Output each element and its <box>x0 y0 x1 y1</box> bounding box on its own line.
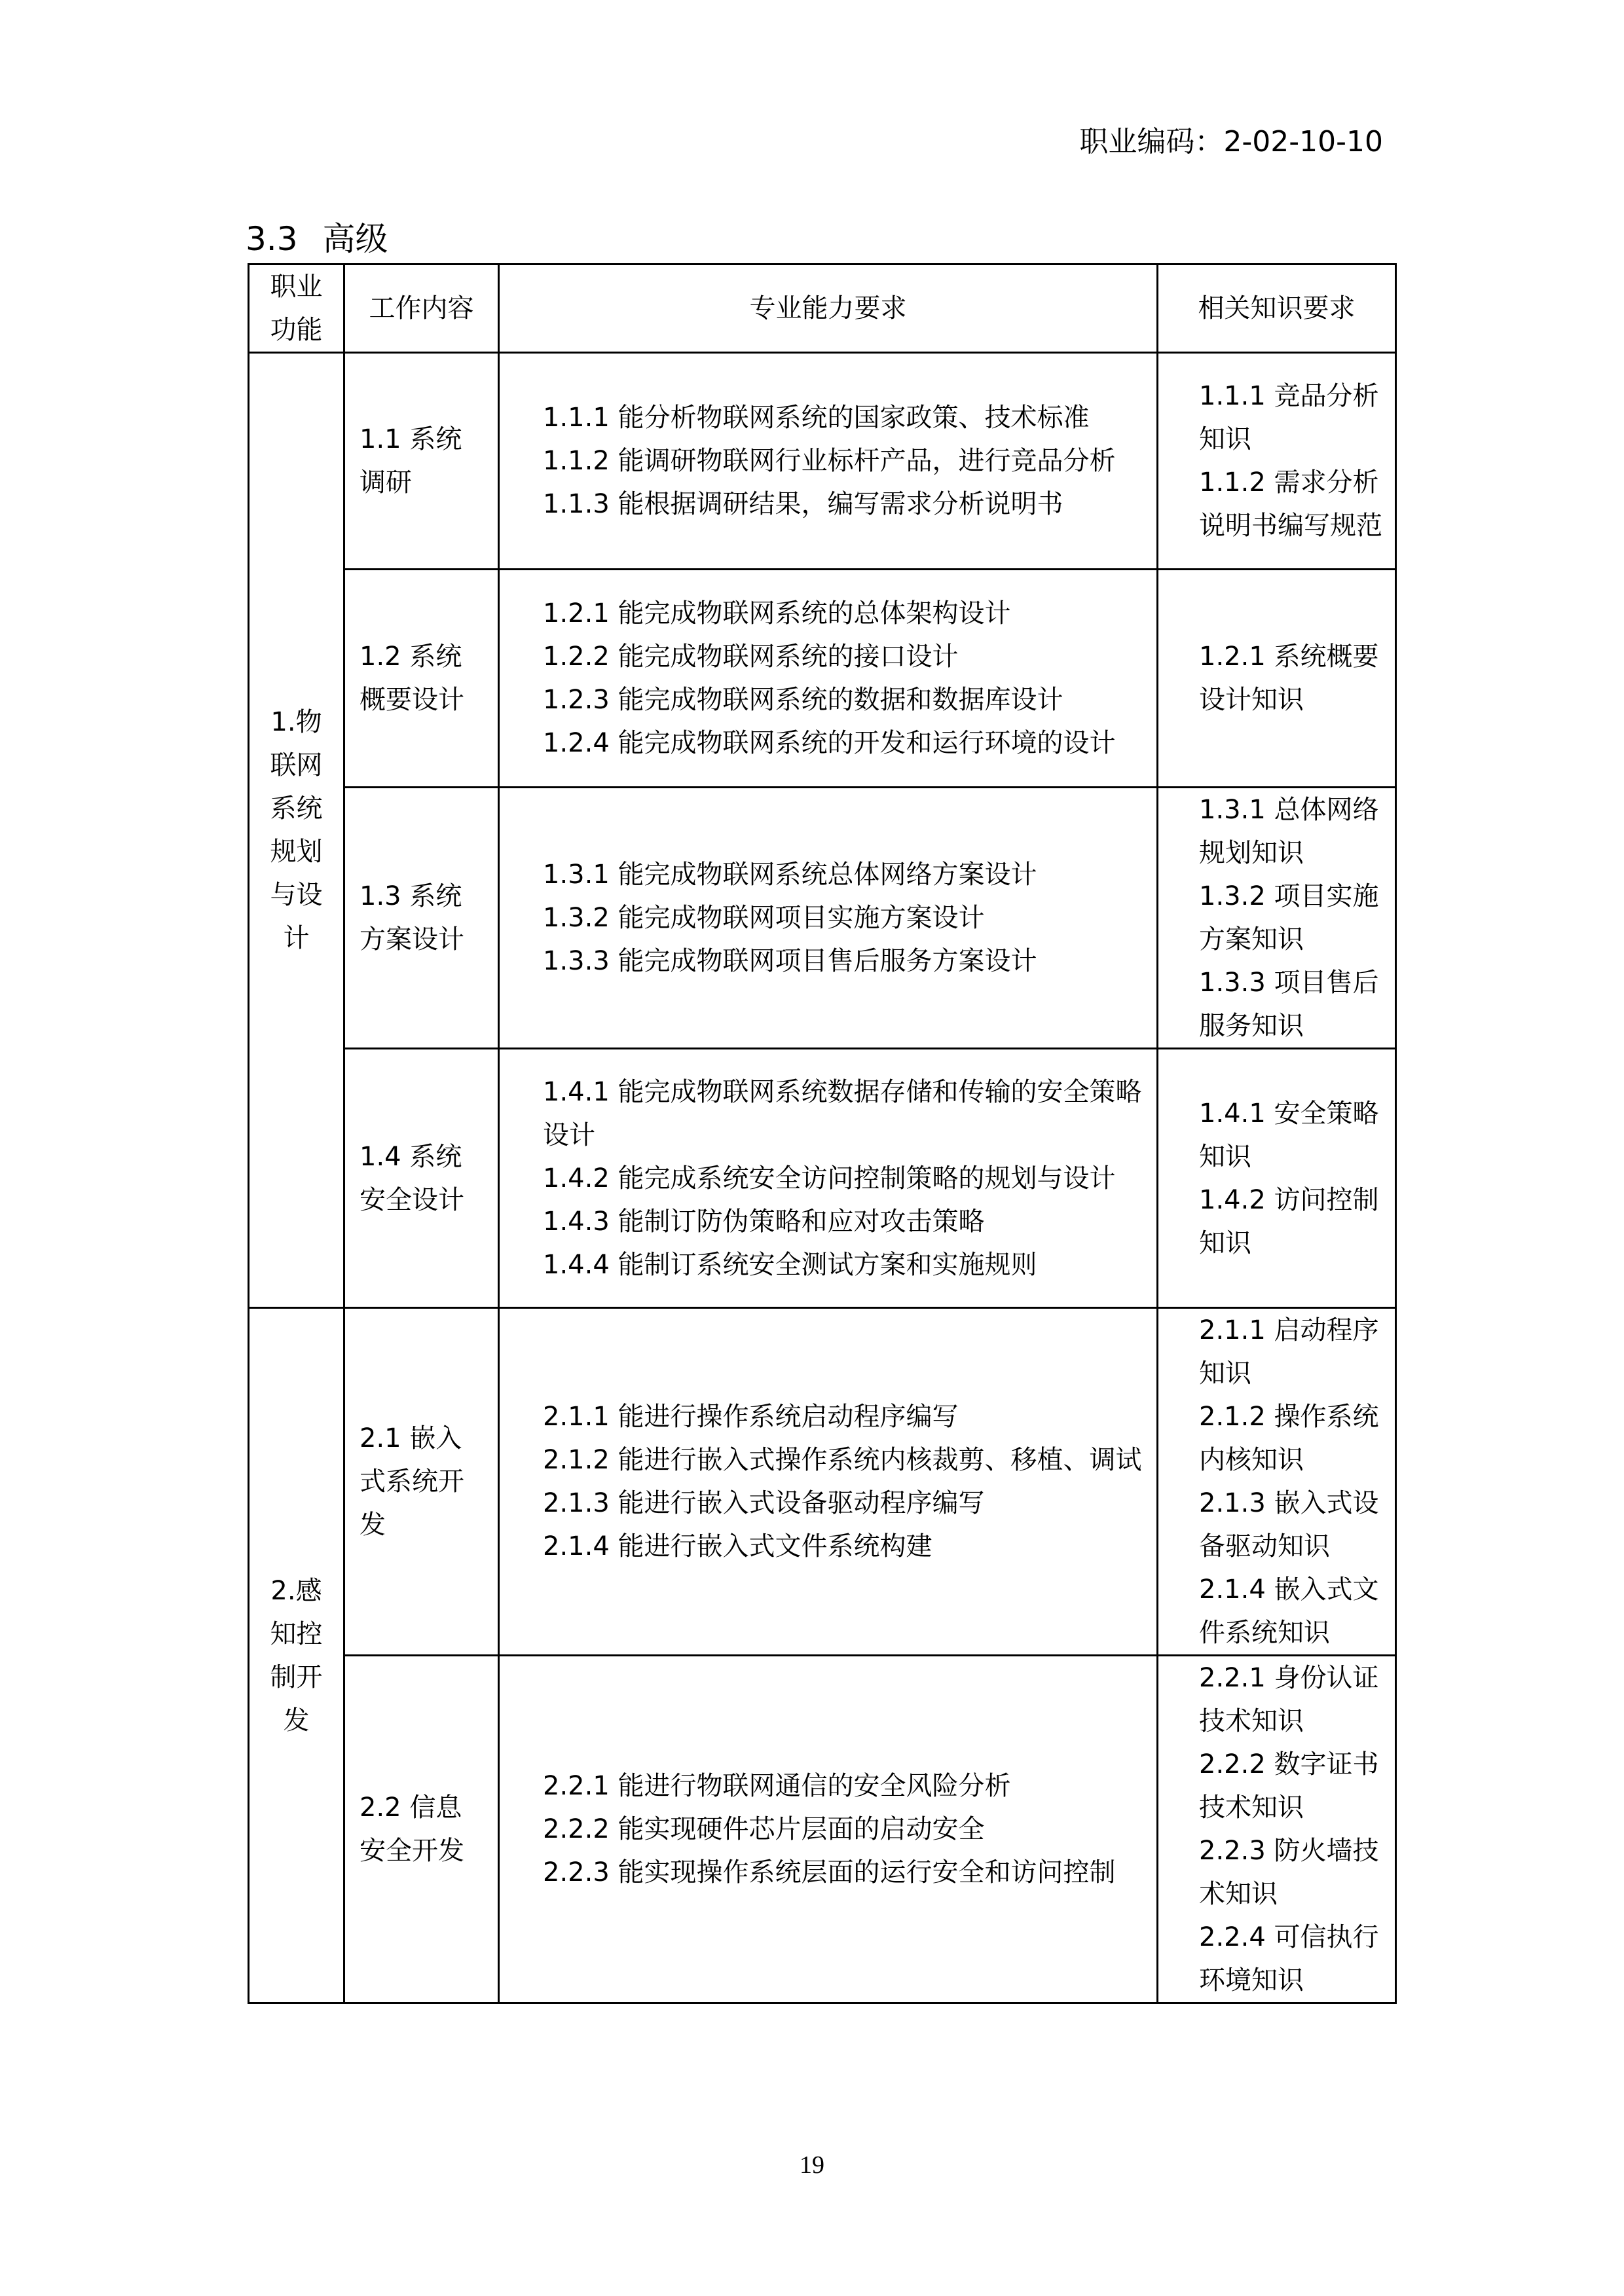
section-heading <box>246 213 388 260</box>
knowledge-cell <box>1158 1049 1396 1308</box>
ability-item: 1.3.3 能完成物联网项目售后服务方案设计 <box>543 946 1037 976</box>
knowledge-cell <box>1158 570 1396 788</box>
ability-item: 1.2.4 能完成物联网系统的开发和运行环境的设计 <box>543 728 1116 758</box>
function-cell: 1.物联网系统规划与设计 <box>249 353 344 1308</box>
knowledge-cell <box>1158 1308 1396 1656</box>
work-cell: 2.2 信息安全开发 <box>344 1656 499 2003</box>
ability-item: 1.4.3 能制订防伪策略和应对攻击策略 <box>543 1206 985 1237</box>
table-row <box>249 1656 1396 2003</box>
ability-item: 1.3.1 能完成物联网系统总体网络方案设计 <box>543 860 1037 890</box>
knowledge-cell <box>1158 788 1396 1049</box>
header-work: 工作内容 <box>344 264 499 353</box>
ability-item: 1.1.2 能调研物联网行业标杆产品，进行竞品分析 <box>543 446 1116 476</box>
ability-cell <box>499 570 1158 788</box>
knowledge-item: 2.2.3 防火墙技术知识 <box>1199 1836 1379 1909</box>
knowledge-item: 1.1.1 竞品分析知识 <box>1199 381 1379 454</box>
table-row <box>249 1308 1396 1656</box>
work-cell: 1.3 系统方案设计 <box>344 788 499 1049</box>
knowledge-item: 2.1.1 启动程序知识 <box>1199 1315 1379 1389</box>
ability-item: 1.4.1 能完成物联网系统数据存储和传输的安全策略设计 <box>543 1076 1142 1150</box>
table-row <box>249 570 1396 788</box>
table-row <box>249 353 1396 570</box>
knowledge-item: 2.2.4 可信执行环境知识 <box>1199 1922 1379 1995</box>
ability-item: 2.1.4 能进行嵌入式文件系统构建 <box>543 1531 932 1561</box>
knowledge-cell <box>1158 1656 1396 2003</box>
work-cell: 1.4 系统安全设计 <box>344 1049 499 1308</box>
header-function: 职业功能 <box>249 264 344 353</box>
ability-item: 1.2.2 能完成物联网系统的接口设计 <box>543 642 959 672</box>
table-row <box>249 788 1396 1049</box>
knowledge-cell <box>1158 353 1396 570</box>
ability-item: 1.4.4 能制订系统安全测试方案和实施规则 <box>543 1249 1037 1280</box>
knowledge-item: 1.2.1 系统概要设计知识 <box>1199 642 1379 715</box>
knowledge-item: 1.3.1 总体网络规划知识 <box>1199 795 1379 868</box>
ability-item: 1.4.2 能完成系统安全访问控制策略的规划与设计 <box>543 1163 1116 1194</box>
knowledge-item: 1.4.1 安全策略知识 <box>1199 1098 1379 1172</box>
knowledge-item: 1.4.2 访问控制知识 <box>1199 1184 1379 1258</box>
ability-item: 1.2.1 能完成物联网系统的总体架构设计 <box>543 598 1011 629</box>
ability-cell <box>499 1049 1158 1308</box>
ability-cell <box>499 353 1158 570</box>
ability-item: 1.2.3 能完成物联网系统的数据和数据库设计 <box>543 685 1063 715</box>
table-header-row <box>249 264 1396 353</box>
ability-cell <box>499 788 1158 1049</box>
ability-item: 1.3.2 能完成物联网项目实施方案设计 <box>543 903 985 933</box>
knowledge-item: 2.2.2 数字证书技术知识 <box>1199 1749 1379 1823</box>
ability-item: 2.2.2 能实现硬件芯片层面的启动安全 <box>543 1814 985 1844</box>
table-row <box>249 1049 1396 1308</box>
ability-cell <box>499 1656 1158 2003</box>
knowledge-item: 2.2.1 身份认证技术知识 <box>1199 1663 1379 1736</box>
ability-item: 1.1.3 能根据调研结果，编写需求分析说明书 <box>543 489 1063 519</box>
ability-item: 2.1.2 能进行嵌入式操作系统内核裁剪、移植、调试 <box>543 1445 1142 1475</box>
ability-item: 2.1.3 能进行嵌入式设备驱动程序编写 <box>543 1488 985 1518</box>
knowledge-item: 2.1.2 操作系统内核知识 <box>1199 1402 1379 1475</box>
header-knowledge: 相关知识要求 <box>1158 264 1396 353</box>
ability-item: 1.1.1 能分析物联网系统的国家政策、技术标准 <box>543 403 1090 433</box>
knowledge-item: 2.1.4 嵌入式文件系统知识 <box>1199 1575 1379 1648</box>
skills-table <box>248 263 1397 2004</box>
work-cell: 1.1 系统调研 <box>344 353 499 570</box>
work-cell: 1.2 系统概要设计 <box>344 570 499 788</box>
ability-item: 2.1.1 能进行操作系统启动程序编写 <box>543 1402 959 1432</box>
header-ability: 专业能力要求 <box>499 264 1158 353</box>
job-code: 职业编码：2-02-10-10 <box>1079 125 1383 158</box>
ability-cell <box>499 1308 1158 1656</box>
page-number: 19 <box>800 2151 824 2179</box>
section-title: 高级 <box>322 220 388 258</box>
work-cell: 2.1 嵌入式系统开发 <box>344 1308 499 1656</box>
knowledge-item: 1.3.3 项目售后服务知识 <box>1199 968 1379 1041</box>
knowledge-item: 2.1.3 嵌入式设备驱动知识 <box>1199 1488 1379 1561</box>
knowledge-item: 1.3.2 项目实施方案知识 <box>1199 881 1379 955</box>
function-cell: 2.感知控制开发 <box>249 1308 344 2003</box>
knowledge-item: 1.1.2 需求分析说明书编写规范 <box>1199 467 1382 541</box>
section-number: 3.3 <box>246 220 298 258</box>
ability-item: 2.2.3 能实现操作系统层面的运行安全和访问控制 <box>543 1857 1116 1887</box>
ability-item: 2.2.1 能进行物联网通信的安全风险分析 <box>543 1771 1011 1801</box>
